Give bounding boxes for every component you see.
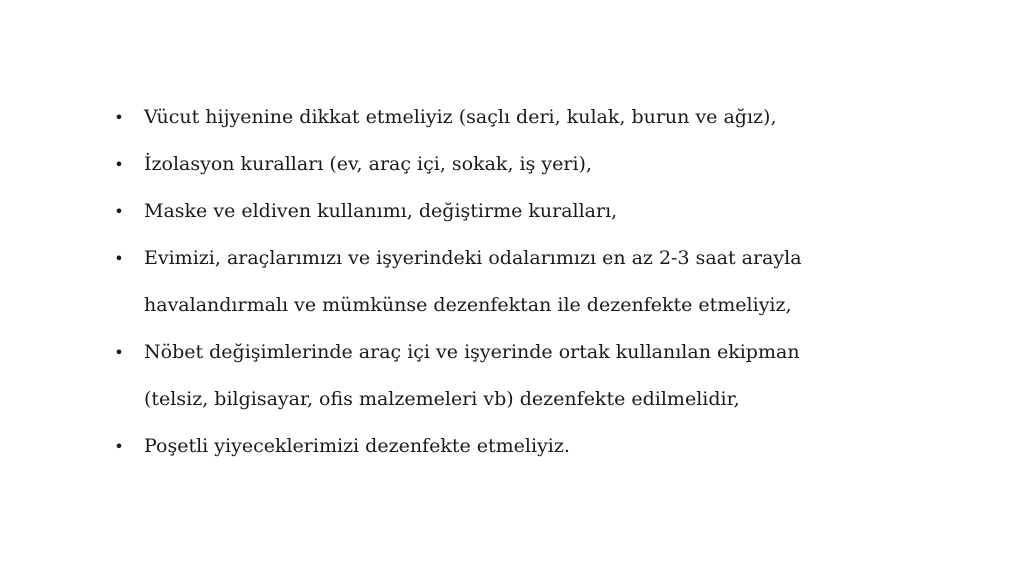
list-item-line: havalandırmalı ve mümkünse dezenfektan ile dezenfekte etmeliyiz, [144, 294, 792, 316]
bullet-icon: • [114, 437, 124, 456]
list-item-text [144, 94, 992, 141]
bullet-icon: • [114, 202, 124, 221]
list-item [112, 235, 992, 329]
list-item-line: Nöbet değişimlerinde araç içi ve işyerinde ortak kullanılan ekipman [144, 341, 800, 363]
list-item [112, 329, 992, 423]
list-item-line: Poşetli yiyeceklerimizi dezenfekte etmeliyiz. [144, 435, 570, 457]
bullet-icon: • [114, 155, 124, 174]
list-item-text [144, 329, 992, 423]
list-item-text [144, 141, 992, 188]
list-item-text [144, 423, 992, 470]
list-item-line: (telsiz, bilgisayar, ofis malzemeleri vb) dezenfekte edilmelidir, [144, 388, 740, 410]
list-item-line: Evimizi, araçlarımızı ve işyerindeki odalarımızı en az 2-3 saat arayla [144, 247, 802, 269]
list-item-text [144, 235, 992, 329]
bullet-icon: • [114, 108, 124, 127]
list-item [112, 141, 992, 188]
list-item [112, 94, 992, 141]
list-item-line: İzolasyon kuralları (ev, araç içi, sokak, iş yeri), [144, 153, 592, 175]
bullet-icon: • [114, 343, 124, 362]
bullet-list [112, 94, 992, 470]
list-item-line: Vücut hijyenine dikkat etmeliyiz (saçlı deri, kulak, burun ve ağız), [144, 106, 777, 128]
list-item [112, 423, 992, 470]
list-item-line: Maske ve eldiven kullanımı, değiştirme kuralları, [144, 200, 618, 222]
list-item-text [144, 188, 992, 235]
list-item [112, 188, 992, 235]
bullet-icon: • [114, 249, 124, 268]
